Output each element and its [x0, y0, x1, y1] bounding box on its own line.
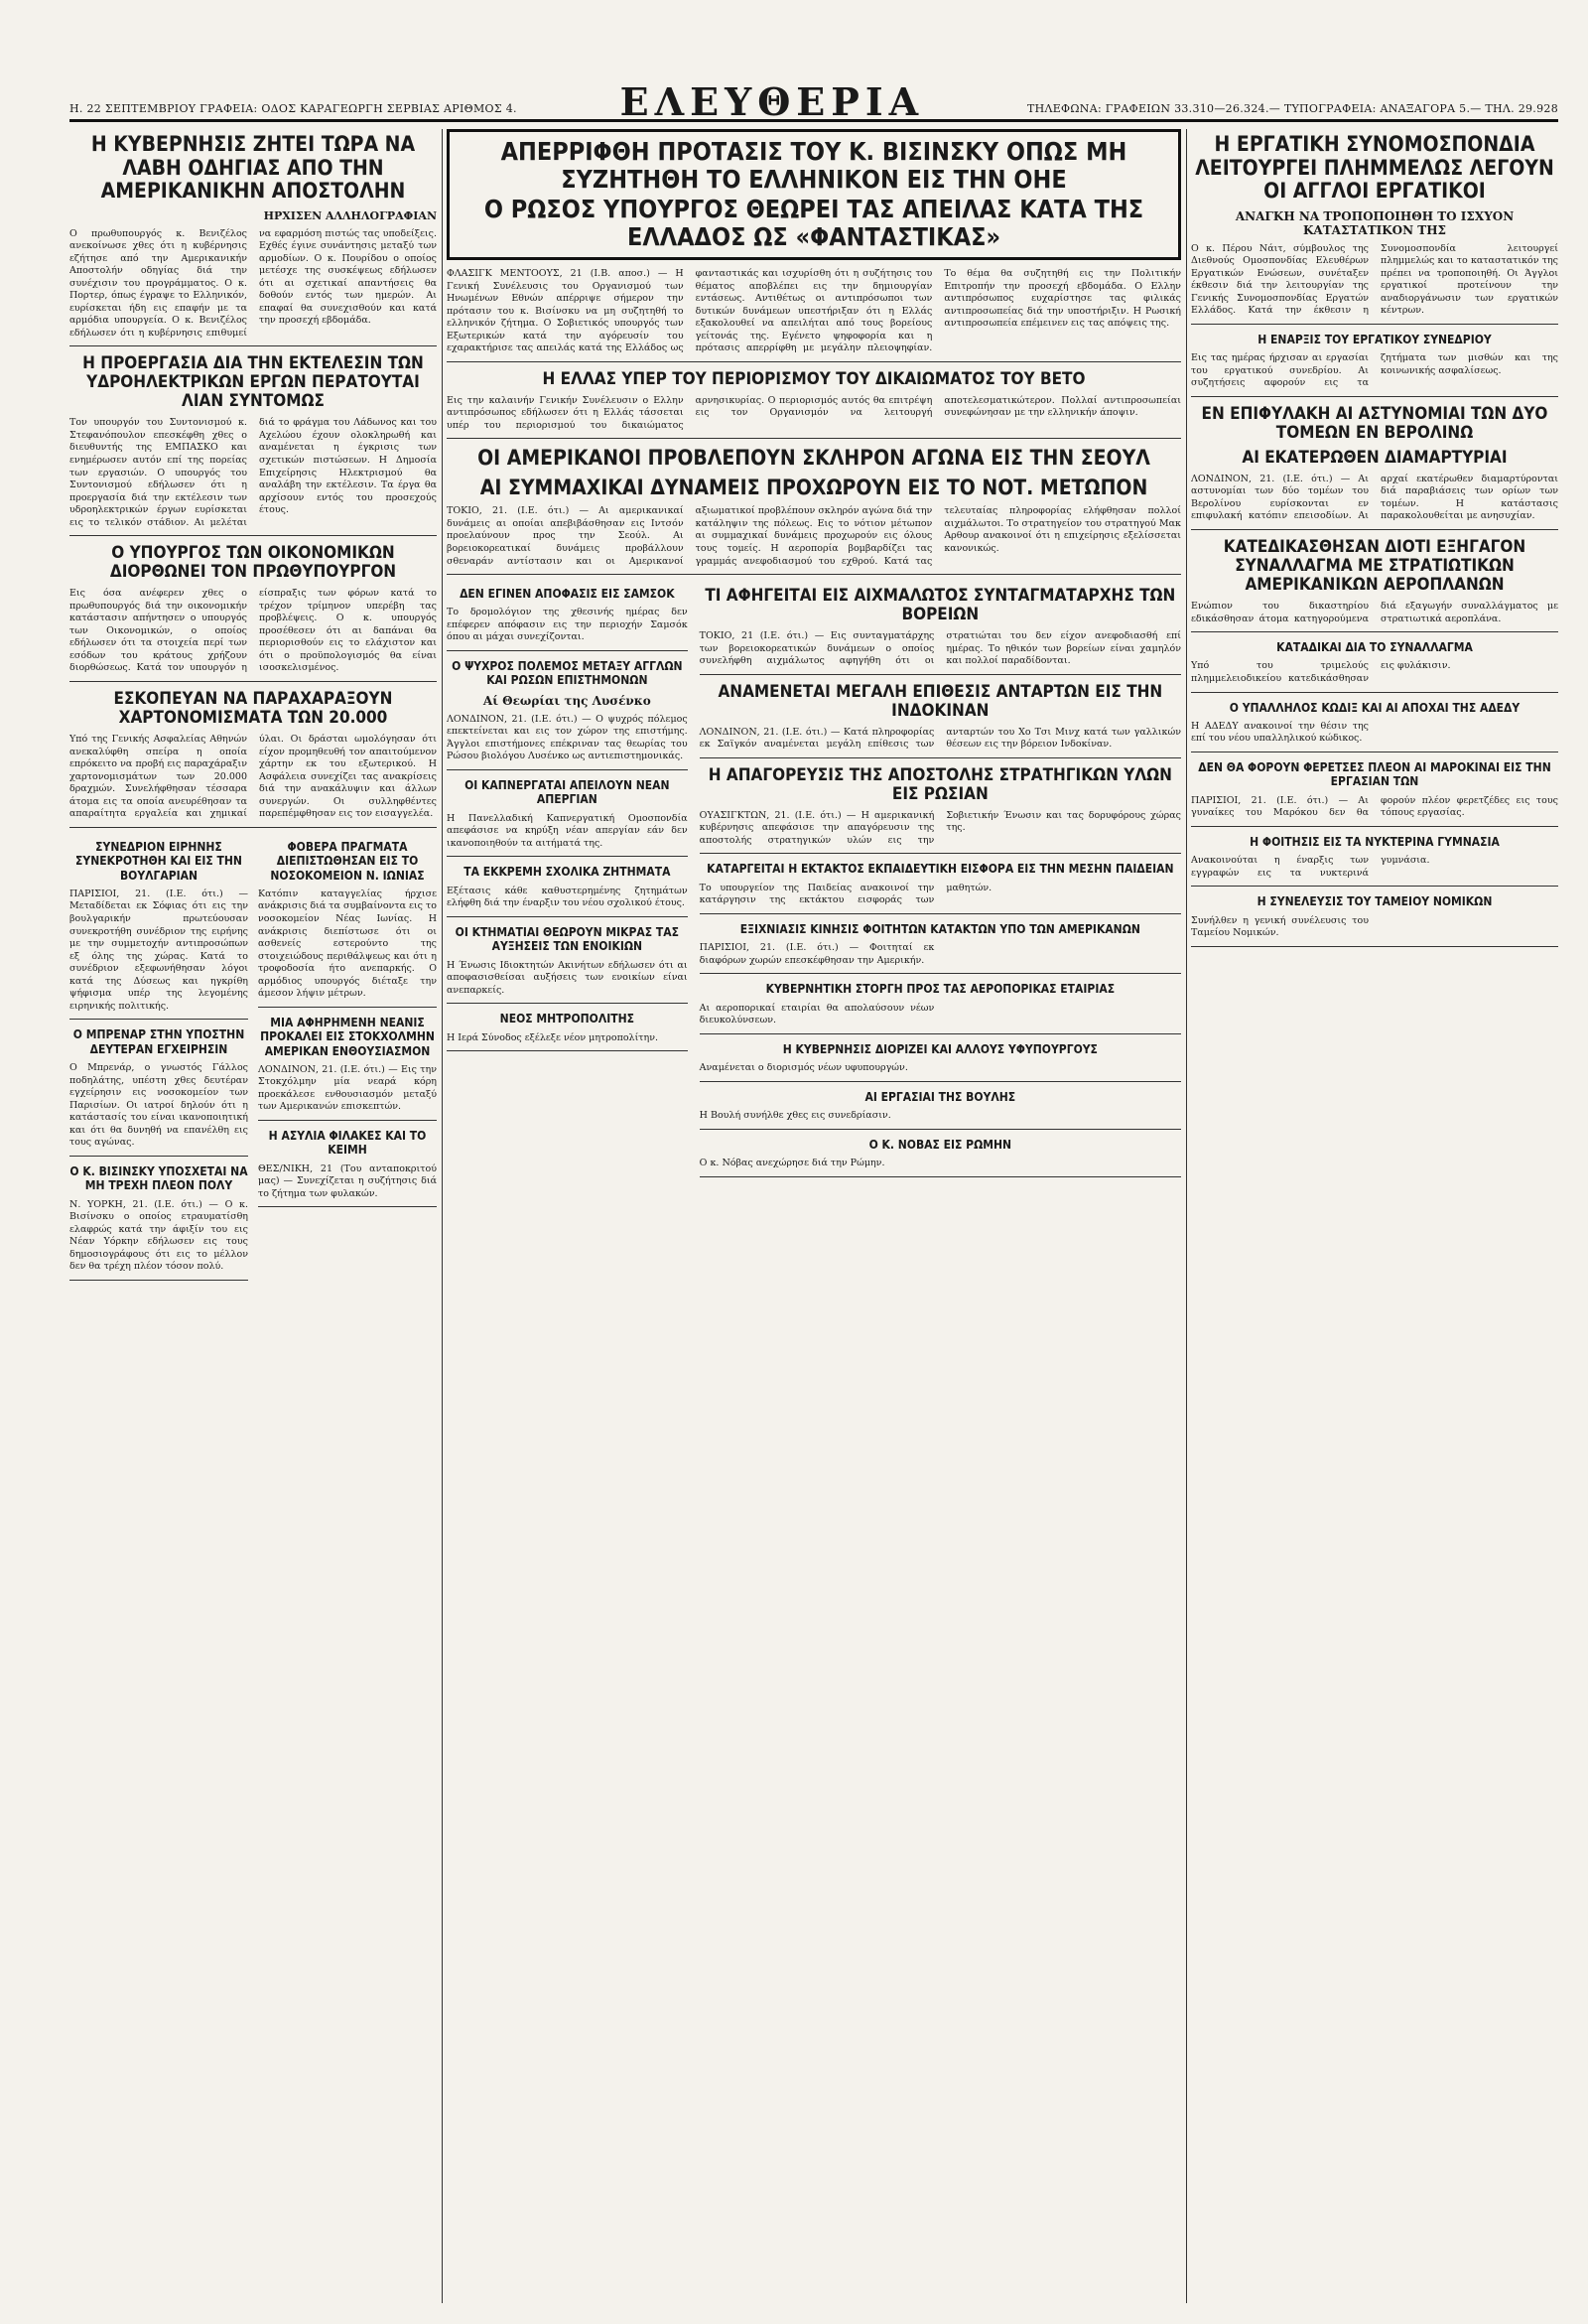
article-indochina: [700, 683, 1181, 758]
article-body: Αναμένεται ο διορισμός νέων υφυπουργών.: [699, 1062, 908, 1074]
article-body: Υπό της Γενικής Ασφαλείας Αθηνών ανεκαλύφθη σπείρα η οποία επρόκειτο να προβή εις παραχάραξιν χαρτονομισμάτων των 20.000 δραχμών. Συνελήφθησαν τέσσαρα άτομα εις τα οποία ανευρέθησαν τα απαραίτητα εργαλεία και χημικαί ύλαι. Οι δράσται ωμολόγησαν ότι είχον προμηθευθή τον απαιτούμενον χάρτην εκ του εξωτερικού. Η Ασφάλεια συνεχίζει τας ανακρίσεις διά την ανακάλυψιν και άλλων συνεργών. Οι συλληφθέντες παρεπέμφθησαν εις τον εισαγγελέα.: [69, 734, 437, 820]
headline: Ο ΜΠΡΕΝΑΡ ΣΤΗΝ ΥΠΟΣΤΗΝ ΔΕΥΤΕΡΑΝ ΕΓΧΕΙΡΗΣΙΝ: [72, 1027, 245, 1056]
article-vishinsky-running: [69, 1164, 248, 1281]
article-labour-congress: [1191, 333, 1558, 397]
subhead: Αί Θεωρίαι της Λυσένκο: [482, 693, 651, 708]
headline: ΤΑ ΕΚΚΡΕΜΗ ΣΧΟΛΙΚΑ ΖΗΤΗΜΑΤΑ: [463, 865, 671, 880]
headline: ΕΝ ΕΠΙΦΥΛΑΚΗ ΑΙ ΑΣΤΥΝΟΜΙΑΙ ΤΩΝ ΔΥΟ ΤΟΜΕΩΝ ΕΝ ΒΕΡΟΛΙΝΩ: [1201, 403, 1548, 443]
lead-headline: ΑΠΕΡΡΙΦΘΗ ΠΡΟΤΑΣΙΣ ΤΟΥ Κ. ΒΙΣΙΝΣΚΥ ΟΠΩΣ ΜΗ ΣΥΖΗΤΗΘΗ ΤΟ ΕΛΛΗΝΙΚΟΝ ΕΙΣ ΤΗΝ ΟΗΕ: [500, 137, 1127, 194]
headline: Η ΣΥΝΕΛΕΥΣΙΣ ΤΟΥ ΤΑΜΕΙΟΥ ΝΟΜΙΚΩΝ: [1257, 894, 1493, 909]
headline: ΟΙ ΚΤΗΜΑΤΙΑΙ ΘΕΩΡΟΥΝ ΜΙΚΡΑΣ ΤΑΣ ΑΥΞΗΣΕΙΣ ΤΩΝ ΕΝΟΙΚΙΩΝ: [455, 924, 680, 954]
article-currency-convictions: [1191, 640, 1558, 692]
article-cold-war-science: [447, 659, 688, 770]
article-body: Εξέτασις κάθε καθυστερημένης ζητημάτων ελήφθη διά την έναρξιν του νέου σχολικού έτους.: [447, 885, 688, 909]
article-counterfeit: [69, 690, 437, 828]
article-body: ΠΑΡΙΣΙΟΙ, 21. (Ι.Ε. ότι.) — Φοιτηταί εκ διαφόρων χωρών επεσκέφθησαν την Αμερικήν.: [699, 942, 935, 966]
column-1-lower-right: [258, 836, 437, 1289]
masthead-left-info: Η. 22 ΣΕΠΤΕΜΒΡΙΟΥ ΓΡΑΦΕΙΑ: ΟΔΟΣ ΚΑΡΑΓΕΩΡΓΗ ΣΕΡΒΙΑΣ ΑΡΙΘΜΟΣ 4.: [69, 102, 517, 115]
article-samsok: [447, 587, 688, 651]
headline: ΕΞΙΧΝΙΑΣΙΣ ΚΙΝΗΣΙΣ ΦΟΙΤΗΤΩΝ ΚΑΤΑΚΤΩΝ ΥΠΟ ΤΩΝ ΑΜΕΡΙΚΑΝΩΝ: [739, 921, 1140, 936]
article-body: Ο κ. Νόβας ανεχώρησε διά την Ρώμην.: [699, 1158, 885, 1169]
headline: Ο Κ. ΝΟΒΑΣ ΕΙΣ ΡΩΜΗΝ: [868, 1137, 1012, 1152]
article-body: ΦΛΑΣΙΓΚ ΜΕΝΤΟΟΥΣ, 21 (Ι.Β. αποσ.) — Η Γενική Συνέλευσις του Οργανισμού των Ηνωμένων Εθνών απέρριψε σήμερον την πρότασιν του κ. Βισίνσκυ να μη συζητηθή το ελληνικόν ζήτημα. Ο Σοβιετικός υπουργός των Εξωτερικών κατά την αγόρευσίν του εχαρακτήρισε τας απειλάς κατά της Ελλάδος ως φανταστικάς και ισχυρίσθη ότι η συζήτησις του θέματος αποβλέπει εις την δημιουργίαν εντάσεως. Αντιθέτως οι αντιπρόσωποι των δυτικών δυνάμεων υπεστήριξαν ότι η Ελλάς εξακολουθεί να απειλήται από τους βορείους γείτονάς της. Εγένετο ψηφοφορία και η πρότασις απερρίφθη με μεγάλην πλειοψηφίαν. Το θέμα θα συζητηθή εις την Πολιτικήν Επιτροπήν την προσεχή εβδομάδα. Ο Ελλην αντιπρόσωπος ευχαρίστησε τας φιλικάς αντιπροσωπείας διά την υποστήριξιν. Η Ρωσική αντιπροσωπεία επέμεινεν εις τας απόψεις της.: [447, 268, 1181, 354]
article-body: Ο κ. Πέρου Νάιτ, σύμβουλος της Διεθνούς Ομοσπονδίας Ελευθέρων Εργατικών Ενώσεων, συνέταξεν έκθεσιν διά την λειτουργίαν της Γενικής Συνομοσπονδίας Εργατών Ελλάδος. Κατά την έκθεσιν η Συνομοσπονδία λειτουργεί πλημμελώς και το καταστατικόν της πρέπει να τροποποιηθή. Οι Άγγλοι εργατικοί προτείνουν την αναδιοργάνωσιν των εργατικών κέντρων.: [1191, 242, 1558, 317]
headline: Η ΕΡΓΑΤΙΚΗ ΣΥΝΟΜΟΣΠΟΝΔΙΑ ΛΕΙΤΟΥΡΓΕΙ ΠΛΗΜΜΕΛΩΣ ΛΕΓΟΥΝ ΟΙ ΑΓΓΛΟΙ ΕΡΓΑΤΙΚΟΙ: [1195, 132, 1554, 204]
article-body: ΠΑΡΙΣΙΟΙ, 21. (Ι.Ε. ότι.) — Μεταδίδεται εκ Σόφιας ότι εις την βουλγαρικήν πρωτεύουσαν συνεκροτήθη συνέδριον της ειρήνης με την συμμετοχήν αντιπροσώπων εξ όλης της χώρας. Κατά το συνέδριον εξεφωνήθησαν λόγοι κατά της Δύσεως και ηγκρίθη ψήφισμα υπέρ της λεγομένης ειρηνικής πολιτικής.: [69, 888, 248, 1012]
headline: Η ΚΥΒΕΡΝΗΣΙΣ ΖΗΤΕΙ ΤΩΡΑ ΝΑ ΛΑΒΗ ΟΔΗΓΙΑΣ ΑΠΟ ΤΗΝ ΑΜΕΡΙΚΑΝΙΚΗΝ ΑΠΟΣΤΟΛΗΝ: [90, 132, 416, 204]
article-body: Ο πρωθυπουργός κ. Βενιζέλος ανεκοίνωσε χθες ότι η κυβέρνησις εζήτησε από την Αμερικανικήν Αποστολήν οδηγίας διά την συνέχισιν του προγράμματος. Ο κ. Πορτερ, όπως έγραψε το Ελληνικόν, ευρίσκεται ήδη εις επαφήν με τα αρμόδια υπουργεία. Ο κ. Βενιζέλος εδήλωσεν ότι η κυβέρνησις επιθυμεί να εφαρμόση πιστώς τας υποδείξεις. Εχθές έγινε συνάντησις μεταξύ των αρμοδίων. Ο κ. Πουρίδου ο οποίος μετέσχε της συσκέψεως εδήλωσεν ότι αι σχετικαί απαντήσεις θα δοθούν εντός των ημερών. Αι επαφαί θα συνεχισθούν και κατά την προσεχή εβδομάδα.: [69, 227, 437, 339]
article-body: Η Ένωσις Ιδιοκτητών Ακινήτων εδήλωσεν ότι αι αποφασισθείσαι αυξήσεις των ενοικίων είναι ανεπαρκείς.: [447, 959, 688, 996]
headline: ΑΙ ΕΡΓΑΣΙΑΙ ΤΗΣ ΒΟΥΛΗΣ: [864, 1089, 1016, 1104]
article-body: ΛΟΝΔΙΝΟΝ, 21. (Ι.Ε. ότι.) — Ο ψυχρός πόλεμος επεκτείνεται και εις τον χώρον της επιστήμης. Άγγλοι επιστήμονες επέκριναν τας θεωρίας του Ρώσου βιολόγου Λυσένκο ως αντιεπιστημονικάς.: [447, 713, 688, 762]
headline: ΤΙ ΑΦΗΓΕΙΤΑΙ ΕΙΣ ΑΙΧΜΑΛΩΤΟΣ ΣΥΝΤΑΓΜΑΤΑΡΧΗΣ ΤΩΝ ΒΟΡΕΙΩΝ: [705, 586, 1176, 625]
article-education-levy: [700, 862, 1181, 913]
headline: ΔΕΝ ΘΑ ΦΟΡΟΥΝ ΦΕΡΕΤΣΕΣ ΠΛΕΟΝ ΑΙ ΜΑΡΟΚΙΝΑΙ ΕΙΣ ΤΗΝ ΕΡΓΑΣΙΑΝ ΤΩΝ: [1198, 760, 1551, 789]
headline: ΣΥΝΕΔΡΙΟΝ ΕΙΡΗΝΗΣ ΣΥΝΕΚΡΟΤΗΘΗ ΚΑΙ ΕΙΣ ΤΗΝ ΒΟΥΛΓΑΡΙΑΝ: [75, 839, 242, 883]
headline: Ο ΥΠΟΥΡΓΟΣ ΤΩΝ ΟΙΚΟΝΟΜΙΚΩΝ ΔΙΟΡΘΩΝΕΙ ΤΟΝ ΠΡΩΘΥΠΟΥΡΓΟΝ: [109, 543, 397, 583]
article-body: Υπό του τριμελούς πλημμελειοδικείου κατεδικάσθησαν εις φυλάκισιν.: [1191, 660, 1451, 685]
headline: Η ΑΠΑΓΟΡΕΥΣΙΣ ΤΗΣ ΑΠΟΣΤΟΛΗΣ ΣΤΡΑΤΗΓΙΚΩΝ ΥΛΩΝ ΕΙΣ ΡΩΣΙΑΝ: [708, 764, 1172, 804]
article-labour-confederation: [1191, 133, 1558, 325]
article-students: [700, 922, 1181, 974]
article-lawyers-fund: [1191, 894, 1558, 946]
headline-2: ΑΙ ΣΥΜΜΑΧΙΚΑΙ ΔΥΝΑΜΕΙΣ ΠΡΟΧΩΡΟΥΝ ΕΙΣ ΤΟ ΝΟΤ. ΜΕΤΩΠΟΝ: [479, 475, 1148, 499]
headline: ΔΕΝ ΕΓΙΝΕΝ ΑΠΟΦΑΣΙΣ ΕΙΣ ΣΑΜΣΟΚ: [460, 587, 675, 602]
article-body: Ενώπιον του δικαστηρίου εδικάσθησαν άτομα κατηγορούμενα διά εξαγωγήν συναλλάγματος με στρατιωτικά αεροπλάνα.: [1191, 601, 1558, 624]
headline: ΚΑΤΑΔΙΚΑΙ ΔΙΑ ΤΟ ΣΥΝΑΛΛΑΓΜΑ: [1276, 640, 1473, 655]
headline: ΑΝΑΜΕΝΕΤΑΙ ΜΕΓΑΛΗ ΕΠΙΘΕΣΙΣ ΑΝΤΑΡΤΩΝ ΕΙΣ ΤΗΝ ΙΝΔΟΚΙΝΑΝ: [718, 681, 1163, 721]
article-body: Το υπουργείον της Παιδείας ανακοινοί την κατάργησιν της εκτάκτου εισφοράς των μαθητών.: [699, 882, 992, 906]
article-peace-congress: [69, 840, 248, 1020]
article-body: Ανακοινούται η έναρξις των εγγραφών εις τα νυκτερινά γυμνάσια.: [1191, 855, 1430, 879]
article-currency-export: [1191, 538, 1558, 632]
article-body: ΘΕΣ/ΝΙΚΗ, 21 (Του ανταποκριτού μας) — Συνεχίζεται η συζήτησις διά το ζήτημα των φυλακών.: [258, 1162, 437, 1199]
column-rule: [1186, 129, 1187, 2303]
article-body: Τον υπουργόν του Συντονισμού κ. Στεφανόπουλον επεσκέφθη χθες ο διευθυντής της ΕΜΠΑΣΚΟ και ενημέρωσεν αυτόν επί της πορείας των εργασιών. Ο υπουργός του Συντονισμού εδήλωσεν ότι η προεργασία διά την εκτέλεσιν των υδροηλεκτρικών έργων ευρίσκεται εις το τελικόν στάδιον. Αι μελέται διά το φράγμα του Λάδωνος και του Αχελώου έχουν ολοκληρωθή και αναμένεται η έγκρισις των σχετικών πιστώσεων. Η Δημοσία Επιχείρησις Ηλεκτρισμού θα αναλάβη την εκτέλεσιν. Τα έργα θα αρχίσουν εντός του προσεχούς έτους.: [69, 417, 437, 528]
article-night-schools: [1191, 835, 1558, 887]
article-body: ΟΥΑΣΙΓΚΤΩΝ, 21. (Ι.Ε. ότι.) — Η αμερικανική κυβέρνησις απεφάσισε την απαγόρευσιν της αποστολής στρατηγικών υλών εις την Σοβιετικήν Ένωσιν και τας δορυφόρους χώρας της.: [699, 809, 1181, 846]
lead-headline-2: Ο ΡΩΣΟΣ ΥΠΟΥΡΓΟΣ ΘΕΩΡΕΙ ΤΑΣ ΑΠΕΙΛΑΣ ΚΑΤΑ ΤΗΣ ΕΛΛΑΔΟΣ ΩΣ «ΦΑΝΤΑΣΤΙΚΑΣ»: [483, 195, 1144, 251]
article-tobacco-workers: [447, 778, 688, 857]
headline: ΟΙ ΑΜΕΡΙΚΑΝΟΙ ΠΡΟΒΛΕΠΟΥΝ ΣΚΛΗΡΟΝ ΑΓΩΝΑ ΕΙΣ ΤΗΝ ΣΕΟΥΛ: [477, 446, 1150, 471]
headline: ΕΣΚΟΠΕΥΑΝ ΝΑ ΠΑΡΑΧΑΡΑΞΟΥΝ ΧΑΡΤΟΝΟΜΙΣΜΑΤΑ ΤΩΝ 20.000: [113, 688, 393, 729]
article-body: ΠΑΡΙΣΙΟΙ, 21. (Ι.Ε. ότι.) — Αι γυναίκες του Μαρόκου δεν θα φορούν πλέον φερετζέδες εις τους τόπους εργασίας.: [1191, 794, 1558, 819]
masthead: [69, 79, 1558, 124]
article-parliament: [700, 1090, 1181, 1130]
headline: ΚΥΒΕΡΝΗΤΙΚΗ ΣΤΟΡΓΗ ΠΡΟΣ ΤΑΣ ΑΕΡΟΠΟΡΙΚΑΣ ΕΤΑΙΡΙΑΣ: [765, 982, 1116, 997]
headline-2: ΑΙ ΕΚΑΤΕΡΩΘΕΝ ΔΙΑΜΑΡΤΥΡΙΑΙ: [1242, 447, 1508, 468]
center-lower-row: [447, 583, 1181, 1185]
center-lower-right: [700, 583, 1181, 1185]
article-body: Η ΑΔΕΔΥ ανακοινοί την θέσιν της επί του νέου υπαλληλικού κώδικος.: [1191, 720, 1369, 745]
article-metropolitan: [447, 1012, 688, 1051]
headline: Η ΦΟΙΤΗΣΙΣ ΕΙΣ ΤΑ ΝΥΚΤΕΡΙΝΑ ΓΥΜΝΑΣΙΑ: [1250, 834, 1500, 849]
article-body: ΤΟΚΙΟ, 21. (Ι.Ε. ότι.) — Αι αμερικανικαί δυνάμεις αι οποίαι απεβιβάσθησαν εις Ιντσόν προελαύνουν προς την Σεούλ. Αι βορειοκορεατικαί δυνάμεις προβάλλουν σθεναράν αντίστασιν και οι Αμερικανοί αξιωματικοί προβλέπουν σκληρόν αγώνα διά την κατάληψιν της πόλεως. Εις το νότιον μέτωπον αι συμμαχικαί δυνάμεις προχωρούν εις όλους τους τομείς. Η αεροπορία βομβαρδίζει τας γραμμάς ανεφοδιασμού του εχθρού. Κατά τας τελευταίας πληροφορίας ελήφθησαν πολλοί αιχμάλωτοι. Το στρατηγείον του στρατηγού Μακ Αρθουρ ανακοινοί ότι η επιχείρησις εξελίσσεται κανονικώς.: [447, 505, 1181, 567]
article-novas-rome: [700, 1138, 1181, 1177]
article-airlines: [700, 982, 1181, 1033]
headline: Η ΑΣΥΛΙΑ ΦΙΛΑΚΕΣ ΚΑΙ ΤΟ ΚΕΙΜΗ: [268, 1129, 427, 1158]
article-colonel-prisoner: [700, 587, 1181, 675]
headline: ΝΕΟΣ ΜΗΤΡΟΠΟΛΙΤΗΣ: [499, 1012, 634, 1026]
lead-story-banner: [447, 129, 1181, 260]
article-body: Το δρομολόγιον της χθεσινής ημέρας δεν επέφερεν απόφασιν εις την περιοχήν Σαμσόκ όπου αι μάχαι συνεχίζονται.: [447, 607, 688, 643]
column-1: [69, 129, 437, 2303]
article-body: ΛΟΝΔΙΝΟΝ, 21. (Ι.Ε. ότι.) — Κατά πληροφορίας εκ Σαϊγκόν αναμένεται μεγάλη επίθεσις των ανταρτών του Χο Τσι Μινχ κατά των γαλλικών θέσεων εις την βόρειον Ινδοκίναν.: [699, 726, 1181, 751]
headline: Η ΠΡΟΕΡΓΑΣΙΑ ΔΙΑ ΤΗΝ ΕΚΤΕΛΕΣΙΝ ΤΩΝ ΥΔΡΟΗΛΕΚΤΡΙΚΩΝ ΕΡΓΩΝ ΠΕΡΑΤΟΥΤΑΙ ΛΙΑΝ ΣΥΝΤΟΜΩΣ: [82, 353, 424, 412]
subhead: ΑΝΑΓΚΗ ΝΑ ΤΡΟΠΟΠΟΙΗΘΗ ΤΟ ΙΣΧΥΟΝ ΚΑΤΑΣΤΑΤΙΚΟΝ ΤΗΣ: [1235, 208, 1515, 237]
newspaper-title: ΕΛΕΥΘΕΡΙΑ: [619, 79, 925, 124]
headline: Ο Κ. ΒΙΣΙΝΣΚΥ ΥΠΟΣΧΕΤΑΙ ΝΑ ΜΗ ΤΡΕΧΗ ΠΛΕΟΝ ΠΟΛΥ: [69, 1163, 248, 1193]
article-body: Ο Μπρενάρ, ο γνωστός Γάλλος ποδηλάτης, υπέστη χθες δευτέραν εγχείρησιν εις νοσοκομείον των Παρισίων. Οι ιατροί δηλούν ότι η κατάστασίς του είναι ικανοποιητική και ότι θα δυνηθή να επανέλθη εις τους αγώνας.: [69, 1062, 248, 1149]
article-body: Ν. ΥΟΡΚΗ, 21. (Ι.Ε. ότι.) — Ο κ. Βισίνσκυ ο οποίος ετραυματίσθη ελαφρώς κατά την άφιξίν του εις Νέαν Υόρκην εδήλωσεν εις τους δημοσιογράφους ότι εις το μέλλον δεν θα τρέχη πλέον τόσον πολύ.: [69, 1198, 248, 1273]
headline: ΟΙ ΚΑΠΝΕΡΓΑΤΑΙ ΑΠΕΙΛΟΥΝ ΝΕΑΝ ΑΠΕΡΓΙΑΝ: [464, 777, 670, 807]
masthead-right-info: ΤΗΛΕΦΩΝΑ: ΓΡΑΦΕΙΩΝ 33.310—26.324.— ΤΥΠΟΓΡΑΦΕΙΑ: ΑΝΑΞΑΓΟΡΑ 5.— ΤΗΛ. 29.928: [1026, 102, 1558, 115]
center-area: [447, 129, 1181, 2303]
article-body: ΛΟΝΔΙΝΟΝ, 21. (Ι.Ε. ότι.) — Αι αστυνομίαι των δύο τομέων του Βερολίνου ευρίσκονται εν επιφυλακή κατόπιν επεισοδίων. Αι αρχαί εκατέρωθεν διαμαρτύρονται διά παραβιάσεις των ορίων των τομέων. Η κατάστασις παρακολουθείται με ανησυχίαν.: [1191, 473, 1558, 522]
article-stockholm: [258, 1016, 437, 1121]
article-seoul: [447, 447, 1181, 575]
article-body: Κατόπιν καταγγελίας ήρχισε ανάκρισις διά τα συμβαίνοντα εις το νοσοκομείον Νέας Ιωνίας. Η ανάκρισις διεπίστωσε ότι οι ασθενείς εστερούντο της στοιχειώδους περιθάλψεως και ότι η τροφοδοσία ήτο ανεπαρκής. Ο αρμόδιος υπουργός διέταξε την άμεσον λήψιν μέτρων.: [258, 888, 437, 1000]
column-rule: [442, 129, 443, 2303]
headline: ΦΟΒΕΡΑ ΠΡΑΓΜΑΤΑ ΔΙΕΠΙΣΤΩΘΗΣΑΝ ΕΙΣ ΤΟ ΝΟΣΟΚΟΜΕΙΟΝ Ν. ΙΩΝΙΑΣ: [270, 839, 425, 883]
headline: Η ΕΛΛΑΣ ΥΠΕΡ ΤΟΥ ΠΕΡΙΟΡΙΣΜΟΥ ΤΟΥ ΔΙΚΑΙΩΜΑΤΟΣ ΤΟΥ ΒΕΤΟ: [542, 368, 1086, 389]
article-body: Εις τας ημέρας ήρχισαν αι εργασίαι του εργατικού συνεδρίου. Αι συζητήσεις αφορούν εις τα ζητήματα των μισθών και της κοινωνικής ασφαλίσεως.: [1191, 352, 1558, 389]
headline: Ο ΥΠΑΛΛΗΛΟΣ ΚΩΔΙΞ ΚΑΙ ΑΙ ΑΠΟΧΑΙ ΤΗΣ ΑΔΕΔΥ: [1229, 700, 1521, 715]
article-body: Εις όσα ανέφερεν χθες ο πρωθυπουργός διά την οικονομικήν κατάστασιν απήντησεν ο υπουργός των Οικονομικών, ο οποίος εδήλωσεν ότι τα στοιχεία περί των εσόδων του κράτους χρήζουν διορθώσεως. Κατά τον υπουργόν η είσπραξις των φόρων κατά το τρέχον τρίμηνον υπερέβη τας προβλέψεις. Ο κ. υπουργός προσέθεσεν ότι αι δαπάναι θα περιορισθούν εις το ελάχιστον και ότι ο προϋπολογισμός θα είναι ισοσκελισμένος.: [69, 588, 437, 674]
column-1-lower-row: [69, 836, 437, 1289]
article-civil-code: [1191, 701, 1558, 752]
article-veto: [447, 370, 1181, 440]
article-body: Η Βουλή συνήλθε χθες εις συνεδρίασιν.: [699, 1110, 891, 1122]
center-lower-left: [447, 583, 688, 1185]
article-berlin-police: [1191, 405, 1558, 530]
article-landlords: [447, 925, 688, 1004]
article-body: Η Ιερά Σύνοδος εξέλεξε νέον μητροπολίτην.: [447, 1031, 659, 1043]
article-body: Η Πανελλαδική Καπνεργατική Ομοσπονδία απεφάσισε να κηρύξη νέαν απεργίαν εάν δεν ικανοποιηθούν τα αιτήματά της.: [447, 812, 688, 849]
article-body: Αι αεροπορικαί εταιρίαι θα απολαύσουν νέων διευκολύνσεων.: [699, 1002, 935, 1026]
article-brenar: [69, 1027, 248, 1157]
subhead: ΗΡΧΙΣΕΝ ΑΛΛΗΛΟΓΡΑΦΙΑΝ: [263, 208, 437, 222]
article-government-instructions: [69, 133, 437, 346]
headline: Ο ΨΥΧΡΟΣ ΠΟΛΕΜΟΣ ΜΕΤΑΞΥ ΑΓΓΛΩΝ ΚΑΙ ΡΩΣΩΝ ΕΠΙΣΤΗΜΟΝΩΝ: [452, 659, 683, 688]
article-finance-minister: [69, 544, 437, 682]
headline: ΚΑΤΑΡΓΕΙΤΑΙ Η ΕΚΤΑΚΤΟΣ ΕΚΠΑΙΔΕΥΤΙΚΗ ΕΙΣΦΟΡΑ ΕΙΣ ΤΗΝ ΜΕΣΗΝ ΠΑΙΔΕΙΑΝ: [707, 862, 1174, 877]
article-hospital: [258, 840, 437, 1008]
headline: Η ΕΝΑΡΞΙΣ ΤΟΥ ΕΡΓΑΤΙΚΟΥ ΣΥΝΕΔΡΙΟΥ: [1257, 332, 1492, 346]
column-4: [1191, 129, 1558, 2303]
column-1-lower-left: [69, 836, 248, 1289]
article-undersecretaries: [700, 1042, 1181, 1082]
article-vishinsky-un: [447, 268, 1181, 362]
article-body: Εις την καλαινήν Γενικήν Συνέλευσιν ο Ελλην αντιπρόσωπος εδήλωσεν ότι η Ελλάς τάσσεται υπέρ του περιορισμού του δικαιώματος αρνησικυρίας. Ο περιορισμός αυτός θα επιτρέψη εις τον Οργανισμόν να λειτουργή αποτελεσματικώτερον. Πολλαί αντιπροσωπείαι συνεφώνησαν με την ελληνικήν άποψιν.: [447, 394, 1181, 431]
article-moroccan-women: [1191, 760, 1558, 827]
article-body: ΤΟΚΙΟ, 21 (Ι.Ε. ότι.) — Εις συνταγματάρχης των βορειοκορεατικών δυνάμεων ο οποίος συνελήφθη αιχμάλωτος αφηγήθη ότι οι στρατιώται του δεν είχον ανεφοδιασθή επί ημέρας. Το ηθικόν των βορείων είναι χαμηλόν και πολλοί παραδίδονται.: [699, 630, 1181, 667]
article-hydroelectric-works: [69, 354, 437, 536]
article-prisons: [258, 1129, 437, 1207]
article-school-issues: [447, 865, 688, 916]
article-body: ΛΟΝΔΙΝΟΝ, 21. (Ι.Ε. ότι.) — Εις την Στοκχόλμην μία νεαρά κόρη προεκάλεσε ενθουσιασμόν μεταξύ των Αμερικανών επισκεπτών.: [258, 1063, 437, 1113]
headline: ΜΙΑ ΑΦΗΡΗΜΕΝΗ ΝΕΑΝΙΣ ΠΡΟΚΑΛΕΙ ΕΙΣ ΣΤΟΚΧΟΛΜΗΝ ΑΜΕΡΙΚΑΝ ΕΝΘΟΥΣΙΑΣΜΟΝ: [260, 1015, 435, 1058]
headline: Η ΚΥΒΕΡΝΗΣΙΣ ΔΙΟΡΙΖΕΙ ΚΑΙ ΑΛΛΟΥΣ ΥΦΥΠΟΥΡΓΟΥΣ: [782, 1041, 1098, 1056]
headline: ΚΑΤΕΔΙΚΑΣΘΗΣΑΝ ΔΙΟΤΙ ΕΞΗΓΑΓΟΝ ΣΥΝΑΛΛΑΓΜΑ ΜΕ ΣΤΡΑΤΙΩΤΙΚΩΝ ΑΜΕΡΙΚΑΝΙΚΩΝ ΑΕΡΟΠΛΑΝΩΝ: [1223, 536, 1526, 595]
article-strategic-materials: [700, 766, 1181, 855]
article-body: Συνήλθεν η γενική συνέλευσις του Ταμείου Νομικών.: [1191, 914, 1369, 939]
